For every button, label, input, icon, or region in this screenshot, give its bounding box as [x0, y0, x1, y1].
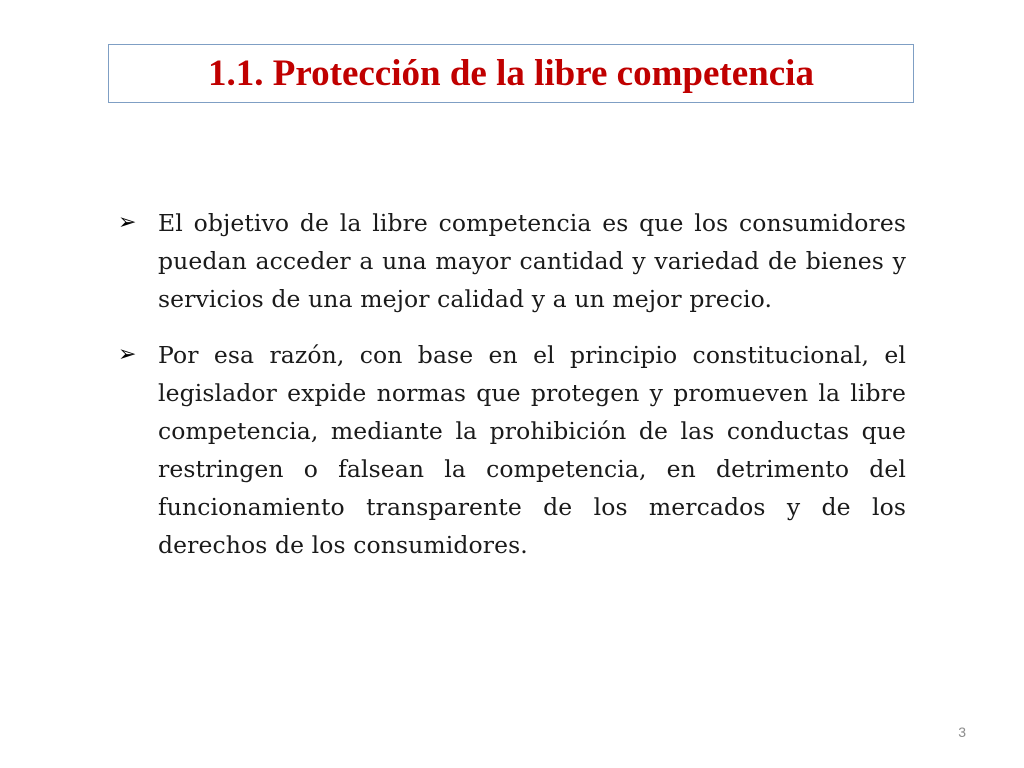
bullet-text: El objetivo de la libre competencia es que los consumidores puedan acceder a una mayor cantidad y variedad de bienes y servicios de una mejor calidad y a un mejor precio. — [158, 209, 906, 313]
bullet-list — [118, 204, 906, 582]
slide-title: 1.1. Protección de la libre competencia — [208, 53, 814, 94]
bullet-item — [118, 336, 906, 564]
title-box — [108, 44, 914, 103]
bullet-text: Por esa razón, con base en el principio constitucional, el legislador expide normas que protegen y promueven la libre competencia, mediante la prohibición de las conductas que restringen o falsean la competencia, en detrimento del funcionamiento transparente de los mercados y de los derechos de los consumidores. — [158, 341, 906, 559]
bullet-item — [118, 204, 906, 318]
page-number: 3 — [958, 724, 966, 740]
arrowhead-bullet-icon: ➢ — [118, 210, 137, 235]
arrowhead-bullet-icon: ➢ — [118, 342, 137, 367]
